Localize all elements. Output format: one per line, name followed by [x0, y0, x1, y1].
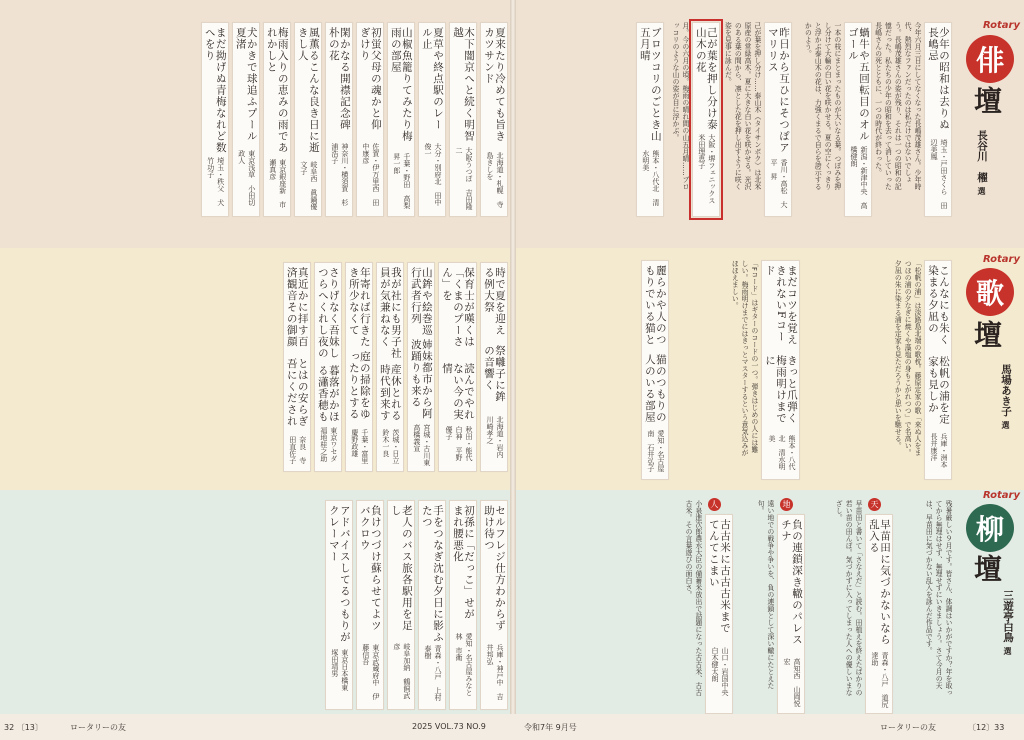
issue-date: 令和7年 9月号	[524, 723, 577, 732]
poem-text: 古古米に古古古米までてんてこまい	[707, 519, 731, 634]
left-page-number: 32 〔13〕	[4, 723, 43, 732]
senryu-rotary-label: Rotary	[982, 490, 1020, 501]
poem-text: 早苗田に気づかないなら乱入る	[867, 519, 891, 646]
poem-author: 宮城・古川東 高橋義宣	[412, 424, 431, 474]
poem-line: 庭の掃除をゆったりとする	[347, 350, 371, 420]
poem-author: 青森・八戸 上村泰樹	[423, 645, 442, 701]
poem-author: 北海道・岩内 川崎孝之	[486, 415, 504, 465]
haiku-title-char1: 俳	[966, 35, 1014, 83]
senryu-poem-3	[480, 500, 508, 710]
poem-text: 老人のバス旅各駅用を足し	[389, 505, 413, 632]
poem-author: 東京銀座新 市瀬真彦	[268, 159, 287, 209]
right-page	[518, 0, 1024, 714]
haiku-poem-5	[480, 22, 508, 217]
poem-text: 負けつづけ蘇らせてよツバクロウ	[358, 505, 382, 632]
senryu-intro: 残暑厳しい９月です。皆さん、体調はいかがですか？年を取ってから無理はせず、無理せずにいきましょう。さて今月の天は、早苗田に気づかない乱入を詠んだ作品です。	[924, 500, 952, 696]
tanka-columns-left	[283, 262, 508, 472]
senryu-poem-2	[705, 514, 733, 714]
poem-line: 年寄れば行きたき所少なくて	[347, 267, 371, 348]
chi-badge: 地	[780, 498, 793, 511]
poem-author: 熊本・八代北 清水明美	[767, 434, 796, 470]
senryu-comment-2: 遠い地での戦争や争いを、負の連鎖として深い轍にたとえた句。	[756, 500, 774, 689]
senryu-title-char1: 柳	[966, 504, 1014, 552]
haiku-poem-2	[764, 22, 792, 217]
poem-author: 山口・岩国中央 白木健太朗	[710, 646, 729, 703]
senryu-poem-8	[325, 500, 353, 710]
haiku-selector-name	[975, 130, 990, 195]
senryu-chi-wrap	[777, 500, 805, 714]
poem-line: さりげなく吾妹しつらへくれし夜の	[316, 267, 340, 359]
haiku-sen: 選	[977, 186, 987, 195]
tanka-columns-right	[641, 260, 952, 480]
poem-author: 東京浅草 小田切政人	[237, 150, 256, 207]
page-footer	[0, 714, 1024, 740]
poem-author: 秋田・能代白神 平野優子	[444, 426, 473, 462]
haiku-rotary-label: Rotary	[982, 20, 1020, 31]
poem-text: 夏草や終点駅のレール止	[420, 27, 444, 131]
ten-badge: 天	[868, 498, 881, 511]
poem-author: 青森・八戸 道尻達助	[871, 652, 889, 709]
poem-text: 少年の昭和は去りぬ長嶋忌	[926, 27, 950, 131]
haiku-poem-6	[449, 22, 477, 217]
haiku-poem-10	[325, 22, 353, 217]
poem-author: 愛知・名古屋南 石井弘子	[646, 429, 665, 472]
poem-author: 兵庫・洲本 長井康洋	[930, 433, 948, 476]
poem-line: 猫のつもりの人のいる部屋	[643, 353, 667, 423]
poem-line: まだコツを覚えきれないFコード	[763, 265, 798, 346]
tanka-poem-2	[641, 260, 669, 480]
right-page-number: 〔12〕33	[968, 723, 1005, 732]
right-magazine-name: ロータリーの友	[880, 723, 936, 732]
poem-author: 奈良 寺田直佐子	[288, 436, 307, 465]
haiku-poem-13	[232, 22, 260, 217]
haiku-poem-3-highlighted	[692, 22, 720, 217]
poem-line: 暮落がかほる瀟香穂も	[316, 364, 340, 423]
issue-number: 2025 VOL.73 NO.9	[412, 722, 486, 731]
poem-text: 蝸牛や五回転目のオルゴール	[846, 27, 870, 142]
poem-text: 山椒魚籠りてみたり梅雨の部屋	[389, 27, 413, 142]
poem-text: 初蛍父母の魂かと仰ぎけり	[358, 27, 382, 131]
poem-author: 埼玉・秩父 犬竹功子	[206, 156, 225, 206]
poem-line: 保育士が嘆くは「くまのプーさん」を	[440, 267, 475, 348]
poem-author: 岐阜加納 鶴飼武彦	[392, 642, 411, 699]
poem-text: 負の連鎖深き轍のパレスチナ	[779, 519, 803, 646]
tanka-sen: 選	[1001, 420, 1011, 429]
tanka-selector: 馬場あき子	[1000, 364, 1012, 417]
poem-author: 佐賀・伊万里西 田中康彦	[361, 142, 380, 206]
senryu-ten-wrap	[865, 500, 893, 714]
poem-author: 新潟・新津中央 高橋健朗	[849, 146, 868, 210]
tanka-poem-0	[924, 260, 952, 480]
haiku-poem-4	[636, 22, 664, 217]
poem-author: 熊本・八代北 清水明美	[641, 149, 660, 206]
poem-line: きっと爪弾く梅雨明けまでに	[763, 355, 798, 425]
senryu-section-right	[518, 490, 1024, 714]
haiku-poem-9	[356, 22, 384, 217]
poem-text: 昨日から互ひにそつぽアマリリス	[766, 27, 790, 154]
poem-author: 東京日本橋東 塚田靖男	[330, 649, 349, 699]
left-page	[2, 0, 508, 714]
poem-author: 香川・高松 大平 昇	[769, 159, 788, 209]
page-gutter	[510, 0, 516, 714]
haiku-columns-right	[636, 22, 952, 217]
poem-author: 兵庫・神戸中 吉井邦弘	[486, 643, 504, 700]
poem-author: 高知西 山岡悦宏	[782, 657, 801, 707]
tanka-poem-3	[480, 262, 508, 472]
senryu-columns-right	[650, 500, 952, 714]
poem-text: ブロツコリのごとき山五月晴	[638, 27, 662, 142]
tanka-comment-1: 「松帆の浦」は淡路島北端の歌枕。藤原定家の歌「来ぬ人をまつほの浦の夕なぎに焼くや藻塩の身もこがれつつ」で名高い。夕凪の朱に染まる浦を定家も見ただろうかと思いを馳せる。	[893, 260, 921, 456]
poem-text: 手をつなぎ沈む夕日に影ふたつ	[420, 505, 444, 643]
poem-line: 真近かに拝す百済観音その御顔	[285, 267, 309, 348]
poem-author: 北海道・札幌 寺島きしを	[486, 152, 504, 209]
senryu-poem-7	[356, 500, 384, 710]
tanka-poem-6	[376, 262, 404, 472]
poem-text: セルフレジ仕方わからず助け待つ	[482, 505, 506, 632]
senryu-sen: 選	[1003, 646, 1013, 655]
poem-text: 木下闇京へと続く明智越	[451, 27, 475, 142]
tanka-poem-9	[283, 262, 311, 472]
haiku-poem-1	[844, 22, 872, 217]
tanka-poem-7	[345, 262, 373, 472]
haiku-columns-left	[201, 22, 508, 217]
haiku-title-char2: 壇	[970, 86, 1003, 114]
senryu-comment-1: 早苗田と書いて「さなえだ」と読む。田植えを終えたばかりの若い苗の田んぼ。気づかずに入ってしまった人への優しいまなざし。	[834, 500, 862, 696]
tanka-poem-5	[407, 262, 435, 472]
haiku-poem-0	[924, 22, 952, 217]
senryu-jin-wrap	[705, 500, 733, 714]
poem-line: 時で夏を迎える例大祭	[482, 267, 506, 336]
haiku-comment-4: 月。今の六月の頃。梅雨の晴れ間の山五月晴……ブロッコリのような山の姿が目に浮かぶ。	[671, 22, 689, 190]
poem-line: 麗らかや人のつもりでいる猫と	[643, 265, 667, 346]
poem-text: アドバイスしてるつもりがクレーマー	[327, 505, 351, 643]
haiku-poem-12	[263, 22, 291, 217]
poem-author: 千葉・富里 慶野政雄	[350, 428, 369, 471]
poem-author: 神奈川・横須賀 杉浦浩子	[330, 142, 349, 206]
tanka-selector-name	[999, 364, 1014, 429]
haiku-poem-7	[418, 22, 446, 217]
tanka-poem-1	[761, 260, 800, 480]
poem-author: 千葉・野田 高梨昇一郎	[392, 152, 411, 209]
tanka-comment-2: 「Fコード」はギターのコードの一つ。弾きはじめの人には難しい。梅雨明けまでにはきっとマスターするという意気込みがほほえましい。	[730, 260, 758, 456]
poem-text: まだ拗げぬ青梅なれど数へをり	[203, 27, 227, 154]
poem-line: 祭囃子に鉾の音響く	[482, 345, 506, 403]
poem-author: 東京武蔵府中 伊藤信吾	[361, 643, 380, 700]
tanka-title-char2: 壇	[970, 320, 1003, 348]
senryu-columns-left	[325, 500, 508, 710]
senryu-poem-6	[387, 500, 415, 710]
senryu-comment-3: 小泉進次郎農水大臣の備蓄米放出で話題になった古古米、古古古米。その言葉遊びの面白さ。	[684, 500, 702, 696]
tanka-poem-4	[438, 262, 477, 472]
poem-line: こんなにも朱く染まる夕凪の	[926, 265, 950, 346]
haiku-comment-3: 己が葉を押し分け……泰山木（タイサンボク）は北米原産の常緑高木。夏に大きな白い花を咲かせる。光沢のある葉の間から、凛とした花を押し出すように咲く姿を見事に詠んだ。	[723, 22, 761, 190]
haiku-poem-8	[387, 22, 415, 217]
senryu-poem-5	[418, 500, 446, 710]
poem-author: 東京ワセダ 福地桂之助	[319, 426, 338, 469]
poem-text: 梅雨入りの恵みの雨であれかしと	[265, 27, 289, 154]
haiku-poem-14	[201, 22, 229, 217]
haiku-comment-2: 一本の枝にまとまったものが大いなる葉。つぼみを押し分けて大輪の白い花を咲かせる。夏の空にくっきりと浮かぶ泰山木の花は、力強くまるで自らを誇示するかのよう。	[803, 22, 841, 190]
poem-author: 岐阜西 眞鍋優文子	[299, 160, 318, 210]
poem-author: 大阪・堺フェニックス 米田理恵子	[697, 133, 716, 211]
poem-line: 読んでやれない今の実情	[440, 363, 475, 421]
haiku-section-right	[518, 0, 1024, 248]
poem-text: 風薫るこんな良き日に逝きし人	[296, 27, 320, 154]
poem-line: 山鉾や絵巻巡行武者行列	[409, 267, 433, 336]
jin-badge: 人	[708, 498, 721, 511]
senryu-poem-1	[777, 514, 805, 714]
left-magazine-name: ロータリーの友	[70, 723, 126, 732]
poem-author: 愛知・名古屋みなと 林 市衛	[454, 633, 473, 704]
poem-text: 夏来たり冷めても旨きカツサンド	[482, 27, 506, 142]
haiku-selector: 長谷川 櫂	[976, 130, 988, 183]
haiku-comment-1: 今年六月三日にしてなくなった長嶋茂雄さん。少年時代、熱烈なファンだったのは私だけではないでしょう。長嶋茂雄さんの姿が残り、それは一つの昭和の記憶だった。私たちの少年の昭和を去って消していった長嶋さんの死とともに、一つの時代が終わった。	[873, 22, 921, 190]
haiku-poem-11	[294, 22, 322, 217]
poem-text: 犬かきで球追ふプール夏渚	[234, 27, 258, 142]
poem-author: 茨城・日立 鈴木一良	[381, 428, 400, 471]
senryu-poem-4	[449, 500, 477, 710]
poem-line: 我が社にも男子社員が気兼ねなく	[378, 267, 402, 359]
tanka-rotary-label: Rotary	[982, 254, 1020, 265]
tanka-poem-8	[314, 262, 342, 472]
poem-line: 松帆の浦を定家も見しか	[926, 356, 950, 426]
poem-line: とはの安らぎ吾にくだされ	[285, 357, 309, 427]
senryu-selector: 三遊亭白鳥	[1002, 590, 1014, 643]
tanka-title-char1: 歌	[966, 268, 1014, 316]
poem-author: 埼玉・戸田さくら 田辺美鳳	[930, 139, 948, 210]
poem-author: 大分・別府北 田中俊一	[423, 142, 442, 206]
poem-line: 姉妹都市から阿波踊りも来る	[409, 339, 433, 420]
senryu-title-char2: 壇	[970, 554, 1003, 582]
tanka-section-right	[518, 248, 1024, 490]
poem-text: 初孫に「だっこ」せがまれ腰悪化	[451, 505, 475, 620]
senryu-poem-0	[865, 514, 893, 714]
poem-text: 閑かなる開襟記念碑朴の花	[327, 27, 351, 131]
senryu-selector-name	[1001, 590, 1016, 655]
poem-author: 大阪うつぼ 吉田隆二	[454, 146, 473, 210]
poem-text: 己が葉を押し分け泰山木の花	[694, 27, 718, 131]
poem-line: 産休とれる時代到来す	[378, 363, 402, 422]
